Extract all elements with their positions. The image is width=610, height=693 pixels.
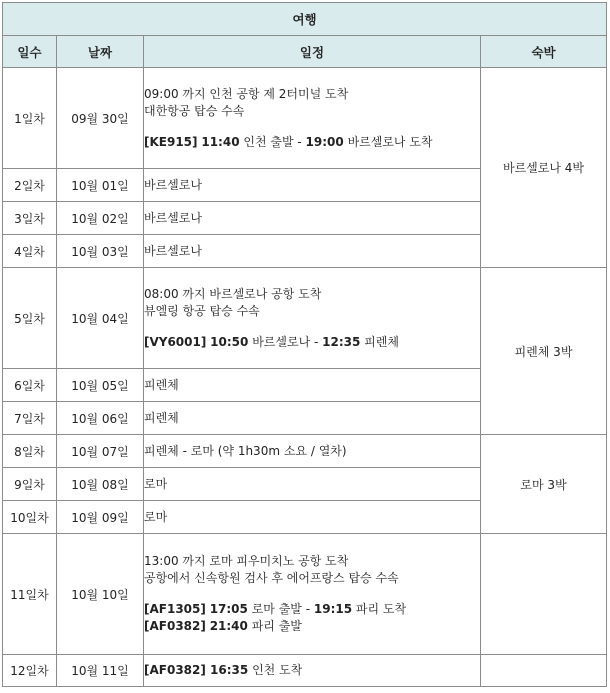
table-row — [3, 435, 607, 468]
table-row — [3, 68, 607, 169]
flight-time: 19:15 — [313, 602, 353, 616]
date-cell: 10월 05일 — [57, 369, 144, 402]
day-cell: 2일차 — [3, 169, 57, 202]
schedule-cell: 바르셀로나 — [144, 202, 481, 235]
date-cell: 10월 06일 — [57, 402, 144, 435]
schedule-cell: 로마 — [144, 468, 481, 501]
date-cell: 10월 02일 — [57, 202, 144, 235]
lodging-cell: 바르셀로나 4박 — [481, 68, 607, 268]
flight-time: 19:00 — [305, 134, 344, 149]
lodging-cell — [481, 655, 607, 687]
header-day: 일수 — [3, 36, 57, 68]
flight-time: 10:50 — [210, 334, 249, 349]
flight-line — [144, 618, 480, 635]
schedule-cell: 피렌체 — [144, 369, 481, 402]
flight-line — [144, 134, 480, 151]
date-cell: 10월 03일 — [57, 235, 144, 268]
flight-dest: 피렌체 — [364, 334, 399, 349]
day-cell: 11일차 — [3, 534, 57, 655]
schedule-line: 공항에서 신속항원 검사 후 에어프랑스 탑승 수속 — [144, 571, 399, 585]
schedule-cell: 피렌체 - 로마 (약 1h30m 소요 / 열차) — [144, 435, 481, 468]
schedule-line: 08:00 까지 바르셀로나 공항 도착 — [144, 286, 322, 301]
day-cell: 3일차 — [3, 202, 57, 235]
day-cell: 10일차 — [3, 501, 57, 534]
date-cell: 10월 01일 — [57, 169, 144, 202]
schedule-cell: 피렌체 — [144, 402, 481, 435]
lodging-cell: 로마 3박 — [481, 435, 607, 534]
schedule-cell: 바르셀로나 — [144, 169, 481, 202]
schedule-cell — [144, 655, 481, 687]
flight-dest: 인천 도착 — [252, 663, 303, 677]
flight-time: 12:35 — [322, 334, 361, 349]
schedule-line: 대한항공 탑승 수속 — [144, 103, 245, 118]
schedule-line: 13:00 까지 로마 피우미치노 공항 도착 — [144, 554, 349, 568]
flight-line — [144, 334, 480, 351]
schedule-line: 09:00 까지 인천 공항 제 2터미널 도착 — [144, 86, 349, 101]
lodging-cell — [481, 534, 607, 655]
day-cell: 4일차 — [3, 235, 57, 268]
date-cell: 10월 09일 — [57, 501, 144, 534]
date-cell: 10월 11일 — [57, 655, 144, 687]
schedule-cell — [144, 268, 481, 369]
itinerary-table — [2, 2, 607, 687]
table-row — [3, 534, 607, 655]
date-cell: 10월 10일 — [57, 534, 144, 655]
date-cell: 10월 08일 — [57, 468, 144, 501]
flight-dest: 파리 도착 — [355, 602, 407, 616]
day-cell: 12일차 — [3, 655, 57, 687]
flight-route: 로마 출발 - — [251, 602, 311, 616]
day-cell: 6일차 — [3, 369, 57, 402]
flight-dest: 바르셀로나 도착 — [347, 134, 433, 149]
header-lodging: 숙박 — [481, 36, 607, 68]
flight-code: [KE915] — [144, 134, 198, 149]
table-row — [3, 655, 607, 687]
flight-code: [AF0382] — [144, 619, 206, 633]
day-cell: 7일차 — [3, 402, 57, 435]
flight-time: 21:40 — [209, 619, 248, 633]
day-cell: 8일차 — [3, 435, 57, 468]
table-row — [3, 268, 607, 369]
schedule-cell — [144, 68, 481, 169]
header-schedule: 일정 — [144, 36, 481, 68]
schedule-line: 뷰엘링 항공 탑승 수속 — [144, 303, 260, 318]
lodging-cell: 피렌체 3박 — [481, 268, 607, 435]
day-cell: 1일차 — [3, 68, 57, 169]
day-cell: 5일차 — [3, 268, 57, 369]
flight-route: 인천 출발 - — [243, 134, 302, 149]
flight-time: 11:40 — [201, 134, 240, 149]
date-cell: 09월 30일 — [57, 68, 144, 169]
flight-code: [AF1305] — [144, 602, 206, 616]
schedule-cell: 바르셀로나 — [144, 235, 481, 268]
flight-route: 파리 출발 — [251, 619, 302, 633]
schedule-cell — [144, 534, 481, 655]
flight-route: 바르셀로나 - — [252, 334, 319, 349]
day-cell: 9일차 — [3, 468, 57, 501]
flight-code: [AF0382] 16:35 — [144, 663, 249, 677]
flight-time: 17:05 — [209, 602, 248, 616]
header-date: 날짜 — [57, 36, 144, 68]
flight-code: [VY6001] — [144, 334, 207, 349]
schedule-cell: 로마 — [144, 501, 481, 534]
flight-line — [144, 601, 480, 618]
date-cell: 10월 07일 — [57, 435, 144, 468]
table-title: 여행 — [3, 3, 607, 36]
date-cell: 10월 04일 — [57, 268, 144, 369]
